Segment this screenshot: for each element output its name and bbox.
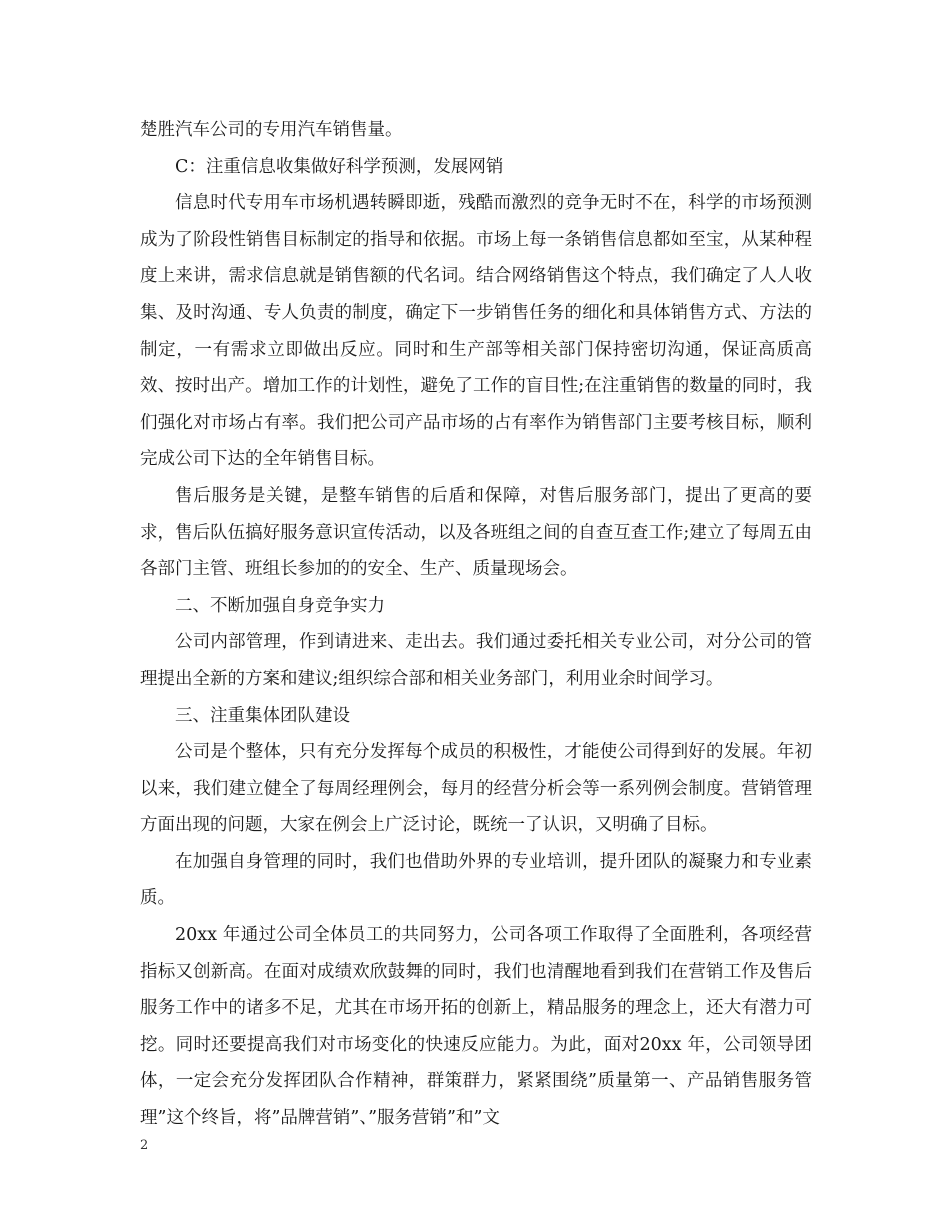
section-heading-c: C：注重信息收集做好科学预测，发展网销 (175, 156, 504, 177)
paragraph-6: 公司内部管理，作到请进来、走出去。我们通过委托相关专业公司，对分公司的管理提出全新的方案和建议;组织综合部和相关业务部门，利用业余时间学习。 (140, 632, 812, 689)
document-body (140, 112, 812, 1137)
paragraph-1: 楚胜汽车公司的专用汽车销售量。 (140, 120, 403, 140)
paragraph-9: 在加强自身管理的同时，我们也借助外界的专业培训，提升团队的凝聚力和专业素质。 (140, 851, 812, 909)
section-heading-2: 二、不断加强自身竞争实力 (175, 595, 385, 616)
paragraph-10: 20xx 年通过公司全体员工的共同努力，公司各项工作取得了全面胜利，各项经营指标又创新高。在面对成绩欢欣鼓舞的同时，我们也清醒地看到我们在营销工作及售后服务工作中的诸多不足，尤其在市场开拓的创新上，精品服务的理念上，还大有潜力可挖。同时还要提高我们对市场变化的快速反应能力。为此，面对20xx 年，公司领导团体，一定会充分发挥团队合作精神，群策群力，紧紧围绕”质量第一、产品销售服务管理”这个终旨，将”品牌营销”、”服务营销”和”文 (140, 925, 812, 1129)
paragraph-3: 信息时代专用车市场机遇转瞬即逝，残酷而激烈的竞争无时不在，科学的市场预测成为了阶段性销售目标制定的指导和依据。市场上每一条销售信息都如至宝，从某种程度上来讲，需求信息就是销售额的代名词。结合网络销售这个特点，我们确定了人人收集、及时沟通、专人负责的制度，确定下一步销售任务的细化和具体销售方式、方法的制定，一有需求立即做出反应。同时和生产部等相关部门保持密切沟通，保证高质高效、按时出产。增加工作的计划性，避免了工作的盲目性;在注重销售的数量的同时，我们强化对市场占有率。我们把公司产品市场的占有率作为销售部门主要考核目标，顺利完成公司下达的全年销售目标。 (140, 193, 812, 470)
paragraph-8: 公司是个整体，只有充分发挥每个成员的积极性，才能使公司得到好的发展。年初以来，我们建立健全了每周经理例会，每月的经营分析会等一系列例会制度。营销管理方面出现的问题，大家在例会上广泛讨论，既统一了认识，又明确了目标。 (140, 742, 812, 836)
page-number: 2 (140, 1138, 149, 1153)
paragraph-4: 售后服务是关键，是整车销售的后盾和保障，对售后服务部门，提出了更高的要求，售后队伍搞好服务意识宣传活动，以及各班组之间的自查互查工作;建立了每周五由各部门主管、班组长参加的的安全、生产、质量现场会。 (140, 485, 812, 580)
section-heading-3: 三、注重集体团队建设 (175, 705, 350, 726)
